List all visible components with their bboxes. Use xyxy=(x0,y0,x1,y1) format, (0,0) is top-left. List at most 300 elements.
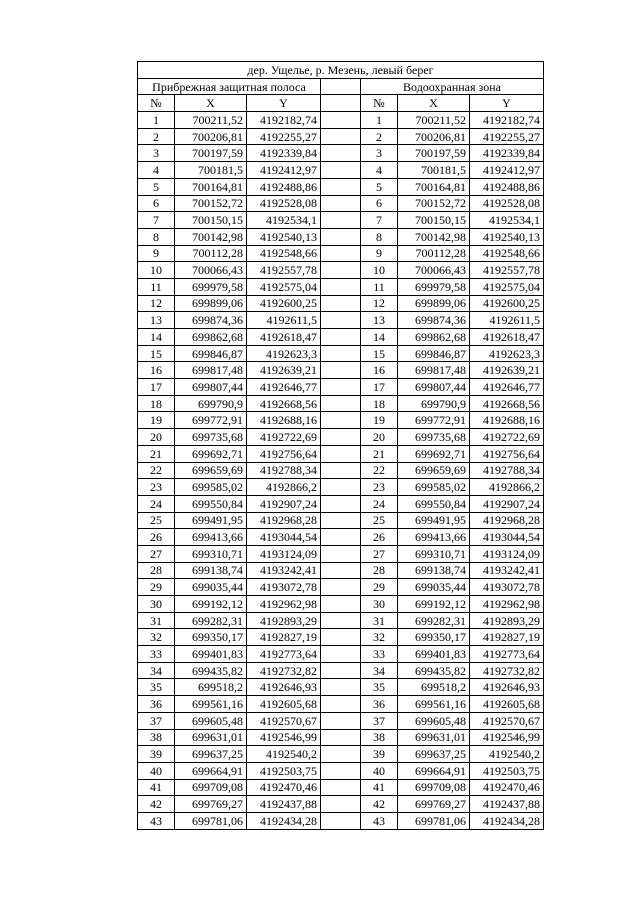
table-row xyxy=(138,479,544,496)
point-number-left: 27 xyxy=(138,545,175,562)
x-coordinate-right: 699413,66 xyxy=(398,529,470,546)
x-coordinate-left: 699979,58 xyxy=(175,278,247,295)
point-number-right: 3 xyxy=(361,145,398,162)
point-number-left: 37 xyxy=(138,712,175,729)
point-number-left: 13 xyxy=(138,312,175,329)
x-coordinate-right: 699435,82 xyxy=(398,662,470,679)
point-number-left: 43 xyxy=(138,812,175,829)
x-coordinate-right: 699282,31 xyxy=(398,612,470,629)
x-coordinate-left: 700112,28 xyxy=(175,245,247,262)
y-coordinate-left: 4192600,25 xyxy=(247,295,321,312)
point-number-left: 21 xyxy=(138,445,175,462)
point-number-right: 4 xyxy=(361,162,398,179)
y-coordinate-left: 4192968,28 xyxy=(247,512,321,529)
x-coordinate-right: 700142,98 xyxy=(398,228,470,245)
y-coordinate-right: 4192437,88 xyxy=(470,796,544,813)
x-coordinate-left: 699659,69 xyxy=(175,462,247,479)
column-gap xyxy=(321,495,361,512)
point-number-right: 41 xyxy=(361,779,398,796)
point-number-left: 11 xyxy=(138,278,175,295)
x-coordinate-left: 699310,71 xyxy=(175,545,247,562)
point-number-right: 24 xyxy=(361,495,398,512)
point-number-left: 9 xyxy=(138,245,175,262)
point-number-left: 15 xyxy=(138,345,175,362)
y-coordinate-left: 4192528,08 xyxy=(247,195,321,212)
table-row xyxy=(138,596,544,613)
table-row xyxy=(138,295,544,312)
point-number-right: 26 xyxy=(361,529,398,546)
point-number-right: 37 xyxy=(361,712,398,729)
x-coordinate-right: 699862,68 xyxy=(398,329,470,346)
y-coordinate-right: 4192968,28 xyxy=(470,512,544,529)
point-number-right: 32 xyxy=(361,629,398,646)
x-coordinate-left: 699192,12 xyxy=(175,596,247,613)
point-number-left: 34 xyxy=(138,662,175,679)
column-gap xyxy=(321,412,361,429)
y-coordinate-right: 4192646,77 xyxy=(470,379,544,396)
table-row xyxy=(138,162,544,179)
point-number-left: 19 xyxy=(138,412,175,429)
point-number-right: 29 xyxy=(361,579,398,596)
column-gap xyxy=(321,395,361,412)
y-coordinate-left: 4192182,74 xyxy=(247,112,321,129)
x-coordinate-right: 700150,15 xyxy=(398,212,470,229)
y-coordinate-left: 4192546,99 xyxy=(247,729,321,746)
x-coordinate-right: 699310,71 xyxy=(398,545,470,562)
y-coordinate-left: 4192962,98 xyxy=(247,596,321,613)
header-x-right: X xyxy=(398,95,470,112)
y-coordinate-left: 4192548,66 xyxy=(247,245,321,262)
x-coordinate-right: 699637,25 xyxy=(398,746,470,763)
x-coordinate-left: 699491,95 xyxy=(175,512,247,529)
x-coordinate-left: 700152,72 xyxy=(175,195,247,212)
point-number-right: 2 xyxy=(361,128,398,145)
point-number-right: 12 xyxy=(361,295,398,312)
point-number-left: 3 xyxy=(138,145,175,162)
section-left-title: Прибрежная защитная полоса xyxy=(138,78,321,95)
x-coordinate-right: 699585,02 xyxy=(398,479,470,496)
point-number-left: 42 xyxy=(138,796,175,813)
point-number-left: 33 xyxy=(138,646,175,663)
y-coordinate-left: 4192866,2 xyxy=(247,479,321,496)
y-coordinate-right: 4192866,2 xyxy=(470,479,544,496)
point-number-left: 38 xyxy=(138,729,175,746)
y-coordinate-left: 4192575,04 xyxy=(247,278,321,295)
y-coordinate-left: 4193044,54 xyxy=(247,529,321,546)
point-number-left: 36 xyxy=(138,696,175,713)
column-gap xyxy=(321,345,361,362)
y-coordinate-left: 4192639,21 xyxy=(247,362,321,379)
y-coordinate-left: 4193072,78 xyxy=(247,579,321,596)
y-coordinate-right: 4192907,24 xyxy=(470,495,544,512)
column-gap xyxy=(321,762,361,779)
x-coordinate-left: 699631,01 xyxy=(175,729,247,746)
column-gap xyxy=(321,729,361,746)
point-number-left: 7 xyxy=(138,212,175,229)
x-coordinate-right: 699550,84 xyxy=(398,495,470,512)
point-number-left: 20 xyxy=(138,429,175,446)
point-number-left: 26 xyxy=(138,529,175,546)
x-coordinate-left: 699862,68 xyxy=(175,329,247,346)
column-gap xyxy=(321,629,361,646)
point-number-left: 23 xyxy=(138,479,175,496)
point-number-left: 18 xyxy=(138,395,175,412)
table-row xyxy=(138,395,544,412)
column-gap xyxy=(321,212,361,229)
y-coordinate-right: 4192548,66 xyxy=(470,245,544,262)
x-coordinate-right: 700211,52 xyxy=(398,112,470,129)
column-gap xyxy=(321,779,361,796)
y-coordinate-left: 4192255,27 xyxy=(247,128,321,145)
x-coordinate-right: 699772,91 xyxy=(398,412,470,429)
x-coordinate-left: 699709,08 xyxy=(175,779,247,796)
table-row xyxy=(138,812,544,829)
table-row xyxy=(138,345,544,362)
column-gap xyxy=(321,612,361,629)
y-coordinate-right: 4192339,84 xyxy=(470,145,544,162)
x-coordinate-right: 700206,81 xyxy=(398,128,470,145)
point-number-left: 8 xyxy=(138,228,175,245)
y-coordinate-right: 4192893,29 xyxy=(470,612,544,629)
x-coordinate-right: 699979,58 xyxy=(398,278,470,295)
title-row xyxy=(138,62,544,79)
y-coordinate-left: 4192688,16 xyxy=(247,412,321,429)
x-coordinate-right: 699350,17 xyxy=(398,629,470,646)
point-number-left: 22 xyxy=(138,462,175,479)
y-coordinate-left: 4192605,68 xyxy=(247,696,321,713)
y-coordinate-right: 4192788,34 xyxy=(470,462,544,479)
point-number-right: 6 xyxy=(361,195,398,212)
x-coordinate-right: 699735,68 xyxy=(398,429,470,446)
y-coordinate-right: 4192540,13 xyxy=(470,228,544,245)
point-number-left: 40 xyxy=(138,762,175,779)
point-number-left: 14 xyxy=(138,329,175,346)
x-coordinate-left: 699781,06 xyxy=(175,812,247,829)
point-number-right: 34 xyxy=(361,662,398,679)
column-gap xyxy=(321,479,361,496)
table-row xyxy=(138,512,544,529)
x-coordinate-right: 700112,28 xyxy=(398,245,470,262)
y-coordinate-right: 4192623,3 xyxy=(470,345,544,362)
point-number-right: 13 xyxy=(361,312,398,329)
table-row xyxy=(138,779,544,796)
y-coordinate-right: 4192575,04 xyxy=(470,278,544,295)
point-number-right: 18 xyxy=(361,395,398,412)
y-coordinate-left: 4192623,3 xyxy=(247,345,321,362)
point-number-right: 7 xyxy=(361,212,398,229)
point-number-right: 43 xyxy=(361,812,398,829)
x-coordinate-left: 699874,36 xyxy=(175,312,247,329)
x-coordinate-right: 699846,87 xyxy=(398,345,470,362)
table-row xyxy=(138,646,544,663)
y-coordinate-right: 4192557,78 xyxy=(470,262,544,279)
x-coordinate-left: 700066,43 xyxy=(175,262,247,279)
header-num-right: № xyxy=(361,95,398,112)
y-coordinate-left: 4192646,77 xyxy=(247,379,321,396)
x-coordinate-left: 700211,52 xyxy=(175,112,247,129)
table-row xyxy=(138,445,544,462)
y-coordinate-right: 4192546,99 xyxy=(470,729,544,746)
y-coordinate-left: 4192534,1 xyxy=(247,212,321,229)
y-coordinate-left: 4192907,24 xyxy=(247,495,321,512)
point-number-right: 27 xyxy=(361,545,398,562)
column-gap xyxy=(321,796,361,813)
x-coordinate-right: 699561,16 xyxy=(398,696,470,713)
y-coordinate-left: 4192570,67 xyxy=(247,712,321,729)
x-coordinate-right: 700181,5 xyxy=(398,162,470,179)
section-right-title: Водоохранная зона xyxy=(361,78,544,95)
x-coordinate-right: 699518,2 xyxy=(398,679,470,696)
column-gap xyxy=(321,162,361,179)
table-row xyxy=(138,112,544,129)
point-number-left: 4 xyxy=(138,162,175,179)
column-gap xyxy=(321,712,361,729)
y-coordinate-right: 4193044,54 xyxy=(470,529,544,546)
x-coordinate-left: 700164,81 xyxy=(175,178,247,195)
x-coordinate-right: 699631,01 xyxy=(398,729,470,746)
table-row xyxy=(138,612,544,629)
table-row xyxy=(138,495,544,512)
table-row xyxy=(138,312,544,329)
table-row xyxy=(138,712,544,729)
table-row xyxy=(138,262,544,279)
y-coordinate-left: 4192540,2 xyxy=(247,746,321,763)
point-number-left: 35 xyxy=(138,679,175,696)
y-coordinate-left: 4192732,82 xyxy=(247,662,321,679)
table-row xyxy=(138,329,544,346)
x-coordinate-left: 699692,71 xyxy=(175,445,247,462)
column-gap xyxy=(321,812,361,829)
table-row xyxy=(138,679,544,696)
x-coordinate-left: 700181,5 xyxy=(175,162,247,179)
header-y-left: Y xyxy=(247,95,321,112)
x-coordinate-left: 699664,91 xyxy=(175,762,247,779)
point-number-right: 15 xyxy=(361,345,398,362)
y-coordinate-right: 4192688,16 xyxy=(470,412,544,429)
point-number-right: 38 xyxy=(361,729,398,746)
y-coordinate-right: 4192570,67 xyxy=(470,712,544,729)
column-gap xyxy=(321,429,361,446)
x-coordinate-left: 699138,74 xyxy=(175,562,247,579)
point-number-right: 28 xyxy=(361,562,398,579)
y-coordinate-right: 4192827,19 xyxy=(470,629,544,646)
table-row xyxy=(138,746,544,763)
point-number-left: 24 xyxy=(138,495,175,512)
point-number-left: 41 xyxy=(138,779,175,796)
point-number-left: 39 xyxy=(138,746,175,763)
x-coordinate-left: 699817,48 xyxy=(175,362,247,379)
column-gap xyxy=(321,295,361,312)
table-row xyxy=(138,662,544,679)
point-number-left: 16 xyxy=(138,362,175,379)
column-gap xyxy=(321,512,361,529)
x-coordinate-left: 699401,83 xyxy=(175,646,247,663)
table-row xyxy=(138,429,544,446)
column-gap xyxy=(321,178,361,195)
y-coordinate-left: 4192339,84 xyxy=(247,145,321,162)
point-number-right: 22 xyxy=(361,462,398,479)
y-coordinate-left: 4193124,09 xyxy=(247,545,321,562)
point-number-left: 10 xyxy=(138,262,175,279)
x-coordinate-left: 699790,9 xyxy=(175,395,247,412)
x-coordinate-right: 699709,08 xyxy=(398,779,470,796)
y-coordinate-right: 4192470,46 xyxy=(470,779,544,796)
table-row xyxy=(138,545,544,562)
header-y-right: Y xyxy=(470,95,544,112)
x-coordinate-right: 699899,06 xyxy=(398,295,470,312)
column-gap xyxy=(321,128,361,145)
x-coordinate-left: 699585,02 xyxy=(175,479,247,496)
y-coordinate-right: 4192255,27 xyxy=(470,128,544,145)
point-number-right: 23 xyxy=(361,479,398,496)
y-coordinate-left: 4192611,5 xyxy=(247,312,321,329)
x-coordinate-left: 699846,87 xyxy=(175,345,247,362)
table-row xyxy=(138,195,544,212)
x-coordinate-left: 699899,06 xyxy=(175,295,247,312)
y-coordinate-right: 4192732,82 xyxy=(470,662,544,679)
column-gap xyxy=(321,112,361,129)
y-coordinate-left: 4192827,19 xyxy=(247,629,321,646)
column-gap xyxy=(321,529,361,546)
table-row xyxy=(138,762,544,779)
table-row xyxy=(138,379,544,396)
point-number-right: 21 xyxy=(361,445,398,462)
x-coordinate-right: 699491,95 xyxy=(398,512,470,529)
column-gap xyxy=(321,95,361,112)
x-coordinate-right: 699401,83 xyxy=(398,646,470,663)
column-gap xyxy=(321,145,361,162)
point-number-right: 19 xyxy=(361,412,398,429)
x-coordinate-left: 699550,84 xyxy=(175,495,247,512)
table-row xyxy=(138,696,544,713)
column-gap xyxy=(321,579,361,596)
table-row xyxy=(138,579,544,596)
point-number-left: 32 xyxy=(138,629,175,646)
table-row xyxy=(138,245,544,262)
point-number-right: 20 xyxy=(361,429,398,446)
x-coordinate-right: 699138,74 xyxy=(398,562,470,579)
point-number-left: 2 xyxy=(138,128,175,145)
x-coordinate-left: 700206,81 xyxy=(175,128,247,145)
y-coordinate-right: 4192182,74 xyxy=(470,112,544,129)
y-coordinate-right: 4192488,86 xyxy=(470,178,544,195)
y-coordinate-left: 4192756,64 xyxy=(247,445,321,462)
y-coordinate-right: 4192722,69 xyxy=(470,429,544,446)
y-coordinate-right: 4192434,28 xyxy=(470,812,544,829)
point-number-right: 8 xyxy=(361,228,398,245)
y-coordinate-left: 4192618,47 xyxy=(247,329,321,346)
y-coordinate-right: 4192646,93 xyxy=(470,679,544,696)
y-coordinate-right: 4192540,2 xyxy=(470,746,544,763)
column-gap xyxy=(321,262,361,279)
x-coordinate-right: 699605,48 xyxy=(398,712,470,729)
y-coordinate-right: 4193072,78 xyxy=(470,579,544,596)
y-coordinate-left: 4192788,34 xyxy=(247,462,321,479)
x-coordinate-right: 699659,69 xyxy=(398,462,470,479)
table-row xyxy=(138,278,544,295)
point-number-right: 36 xyxy=(361,696,398,713)
x-coordinate-left: 699035,44 xyxy=(175,579,247,596)
y-coordinate-left: 4193242,41 xyxy=(247,562,321,579)
column-gap xyxy=(321,379,361,396)
y-coordinate-left: 4192540,13 xyxy=(247,228,321,245)
y-coordinate-right: 4192412,97 xyxy=(470,162,544,179)
y-coordinate-left: 4192470,46 xyxy=(247,779,321,796)
x-coordinate-left: 699735,68 xyxy=(175,429,247,446)
y-coordinate-right: 4192503,75 xyxy=(470,762,544,779)
point-number-left: 1 xyxy=(138,112,175,129)
x-coordinate-left: 700142,98 xyxy=(175,228,247,245)
table-row xyxy=(138,362,544,379)
table-row xyxy=(138,462,544,479)
y-coordinate-right: 4192756,64 xyxy=(470,445,544,462)
y-coordinate-right: 4192611,5 xyxy=(470,312,544,329)
x-coordinate-left: 699435,82 xyxy=(175,662,247,679)
x-coordinate-left: 699413,66 xyxy=(175,529,247,546)
y-coordinate-left: 4192503,75 xyxy=(247,762,321,779)
x-coordinate-right: 700197,59 xyxy=(398,145,470,162)
point-number-left: 31 xyxy=(138,612,175,629)
table-row xyxy=(138,228,544,245)
point-number-right: 31 xyxy=(361,612,398,629)
y-coordinate-right: 4192534,1 xyxy=(470,212,544,229)
column-gap xyxy=(321,245,361,262)
point-number-right: 14 xyxy=(361,329,398,346)
point-number-right: 25 xyxy=(361,512,398,529)
point-number-right: 11 xyxy=(361,278,398,295)
y-coordinate-left: 4192668,56 xyxy=(247,395,321,412)
column-gap xyxy=(321,545,361,562)
x-coordinate-right: 700066,43 xyxy=(398,262,470,279)
column-gap xyxy=(321,445,361,462)
x-coordinate-right: 699874,36 xyxy=(398,312,470,329)
y-coordinate-right: 4192639,21 xyxy=(470,362,544,379)
x-coordinate-right: 699807,44 xyxy=(398,379,470,396)
column-gap xyxy=(321,746,361,763)
x-coordinate-right: 699817,48 xyxy=(398,362,470,379)
point-number-right: 39 xyxy=(361,746,398,763)
y-coordinate-right: 4192773,64 xyxy=(470,646,544,663)
column-gap xyxy=(321,646,361,663)
column-gap xyxy=(321,362,361,379)
point-number-right: 9 xyxy=(361,245,398,262)
y-coordinate-left: 4192434,28 xyxy=(247,812,321,829)
column-gap xyxy=(321,312,361,329)
point-number-right: 35 xyxy=(361,679,398,696)
table-row xyxy=(138,145,544,162)
y-coordinate-right: 4193242,41 xyxy=(470,562,544,579)
point-number-right: 16 xyxy=(361,362,398,379)
y-coordinate-right: 4192600,25 xyxy=(470,295,544,312)
column-gap xyxy=(321,329,361,346)
x-coordinate-left: 699350,17 xyxy=(175,629,247,646)
column-gap xyxy=(321,228,361,245)
x-coordinate-left: 699518,2 xyxy=(175,679,247,696)
column-gap xyxy=(321,195,361,212)
point-number-right: 5 xyxy=(361,178,398,195)
table-row xyxy=(138,629,544,646)
y-coordinate-right: 4192605,68 xyxy=(470,696,544,713)
table-row xyxy=(138,128,544,145)
x-coordinate-right: 699790,9 xyxy=(398,395,470,412)
point-number-right: 10 xyxy=(361,262,398,279)
x-coordinate-left: 699807,44 xyxy=(175,379,247,396)
y-coordinate-left: 4192722,69 xyxy=(247,429,321,446)
header-num-left: № xyxy=(138,95,175,112)
column-gap xyxy=(321,562,361,579)
x-coordinate-right: 699035,44 xyxy=(398,579,470,596)
section-row xyxy=(138,78,544,95)
